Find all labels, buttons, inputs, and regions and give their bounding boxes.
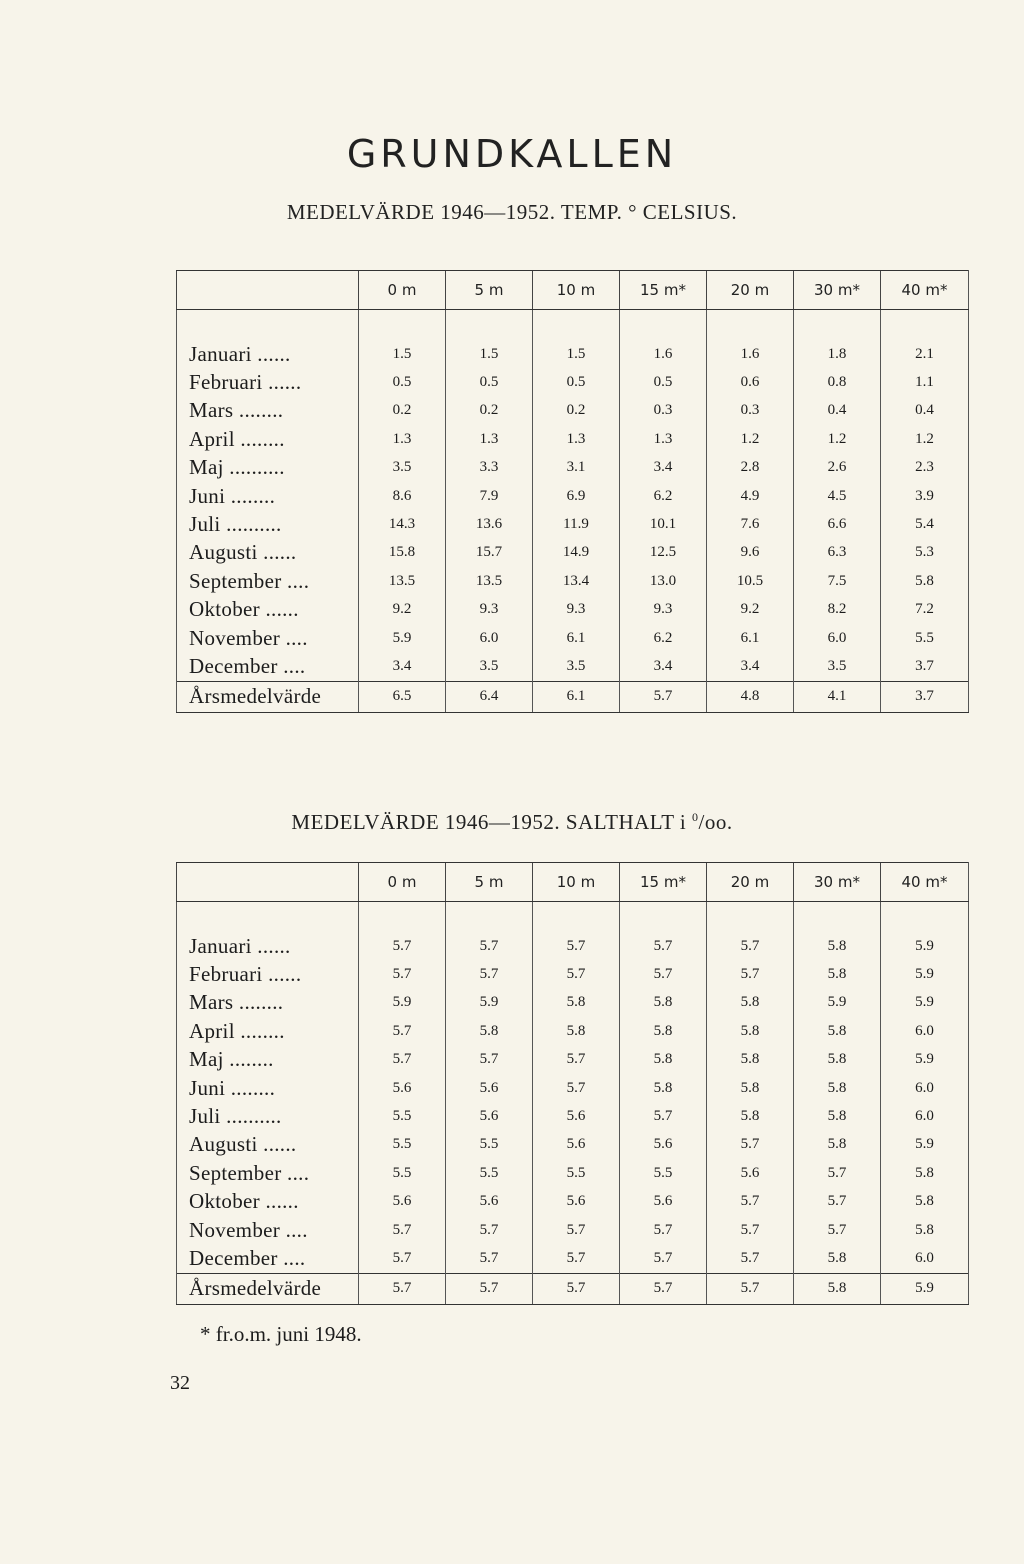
table-row [177, 624, 969, 652]
table-cell: 5.8 [620, 1074, 707, 1102]
temperature-table [176, 270, 969, 713]
table-cell: 5.5 [446, 1159, 533, 1187]
table-row [177, 932, 969, 960]
table-cell: 5.7 [620, 1102, 707, 1130]
table-row [177, 454, 969, 482]
table-cell: 6.6 [794, 510, 881, 538]
table-cell: 0.2 [446, 397, 533, 425]
table-cell: 1.5 [533, 340, 620, 368]
row-label: April ........ [177, 425, 359, 453]
table-cell: 1.5 [446, 340, 533, 368]
table-cell: 6.0 [881, 1244, 969, 1273]
table-cell: 0.2 [359, 397, 446, 425]
table-cell: 0.5 [620, 368, 707, 396]
table-cell: 5.7 [794, 1216, 881, 1244]
table-cell: 5.6 [533, 1102, 620, 1130]
table-cell: 5.7 [533, 1216, 620, 1244]
row-label: Januari ...... [177, 340, 359, 368]
spacer-cell [359, 902, 446, 933]
column-header: 20 m [707, 863, 794, 902]
table-cell: 5.6 [533, 1188, 620, 1216]
spacer-cell [881, 310, 969, 341]
table-cell: 14.3 [359, 510, 446, 538]
table-cell: 6.2 [620, 624, 707, 652]
table-cell: 5.6 [620, 1131, 707, 1159]
table-cell: 12.5 [620, 539, 707, 567]
column-header: 0 m [359, 271, 446, 310]
table-cell: 6.1 [707, 624, 794, 652]
table-cell: 5.9 [881, 989, 969, 1017]
spacer-cell [881, 902, 969, 933]
table-cell: 5.7 [446, 1244, 533, 1273]
table-cell: 5.7 [359, 960, 446, 988]
row-label: Juli .......... [177, 510, 359, 538]
table-cell: 6.0 [881, 1017, 969, 1045]
table-cell: 3.5 [533, 652, 620, 681]
spacer-cell [707, 310, 794, 341]
table-cell: 4.9 [707, 482, 794, 510]
table-cell: 1.6 [707, 340, 794, 368]
table-row [177, 1102, 969, 1130]
row-label: Juli .......... [177, 1102, 359, 1130]
table-row [177, 1131, 969, 1159]
table-cell: 5.7 [707, 1216, 794, 1244]
row-label: Augusti ...... [177, 1131, 359, 1159]
table-cell: 5.7 [533, 1244, 620, 1273]
table-cell: 5.7 [620, 1273, 707, 1304]
spacer-cell [177, 310, 359, 341]
table-cell: 5.8 [794, 1244, 881, 1273]
table-cell: 6.9 [533, 482, 620, 510]
table-cell: 9.3 [446, 596, 533, 624]
table-cell: 7.6 [707, 510, 794, 538]
table-cell: 8.6 [359, 482, 446, 510]
table-cell: 5.8 [620, 1046, 707, 1074]
table-cell: 7.2 [881, 596, 969, 624]
table-cell: 13.0 [620, 567, 707, 595]
row-label: Juni ........ [177, 482, 359, 510]
table-cell: 5.9 [446, 989, 533, 1017]
table-cell: 11.9 [533, 510, 620, 538]
row-label: December .... [177, 1244, 359, 1273]
table-cell: 0.3 [707, 397, 794, 425]
table-cell: 1.6 [620, 340, 707, 368]
salinity-caption-prefix: MEDELVÄRDE 1946—1952. SALTHALT i [291, 810, 692, 834]
table-cell: 0.3 [620, 397, 707, 425]
table-cell: 5.7 [446, 1273, 533, 1304]
spacer-cell [794, 902, 881, 933]
table-cell: 5.8 [707, 1102, 794, 1130]
table-row [177, 652, 969, 681]
table-cell: 5.7 [620, 681, 707, 712]
column-header: 15 m* [620, 863, 707, 902]
column-header: 40 m* [881, 863, 969, 902]
table-cell: 5.7 [707, 1131, 794, 1159]
table-cell: 5.7 [620, 1244, 707, 1273]
spacer-cell [359, 310, 446, 341]
table-cell: 6.3 [794, 539, 881, 567]
column-header: 30 m* [794, 863, 881, 902]
table-cell: 5.7 [359, 1046, 446, 1074]
table-cell: 6.0 [881, 1074, 969, 1102]
temperature-caption: MEDELVÄRDE 1946—1952. TEMP. ° CELSIUS. [286, 200, 738, 224]
table-cell: 2.6 [794, 454, 881, 482]
table-cell: 15.8 [359, 539, 446, 567]
table-cell: 9.3 [620, 596, 707, 624]
table-cell: 6.2 [620, 482, 707, 510]
table-row [177, 1046, 969, 1074]
table-cell: 5.9 [359, 989, 446, 1017]
table-cell: 9.3 [533, 596, 620, 624]
row-label: Februari ...... [177, 368, 359, 396]
table-cell: 3.7 [881, 652, 969, 681]
table-cell: 5.7 [359, 932, 446, 960]
table-row [177, 539, 969, 567]
table-cell: 5.8 [707, 1074, 794, 1102]
salinity-table [176, 862, 969, 1305]
spacer-row [177, 310, 969, 341]
row-label: Februari ...... [177, 960, 359, 988]
table-cell: 5.9 [881, 1273, 969, 1304]
table-row [177, 960, 969, 988]
spacer-cell [446, 310, 533, 341]
table-cell: 5.8 [881, 1188, 969, 1216]
column-header: 0 m [359, 863, 446, 902]
annual-row [177, 1273, 969, 1304]
table-cell: 5.7 [707, 960, 794, 988]
table-cell: 9.2 [707, 596, 794, 624]
row-label: November .... [177, 1216, 359, 1244]
table-cell: 5.7 [446, 1046, 533, 1074]
header-corner [177, 863, 359, 902]
spacer-cell [620, 310, 707, 341]
table-cell: 3.4 [620, 652, 707, 681]
table-cell: 5.8 [794, 1046, 881, 1074]
page-title: GRUNDKALLEN [346, 132, 678, 176]
table-cell: 0.5 [359, 368, 446, 396]
table-row [177, 510, 969, 538]
table-cell: 1.2 [707, 425, 794, 453]
table-cell: 3.5 [359, 454, 446, 482]
salinity-table-body [177, 902, 969, 1305]
salinity-caption-suffix: /oo. [698, 810, 733, 834]
table-cell: 6.5 [359, 681, 446, 712]
table-header-row [177, 863, 969, 902]
spacer-cell [533, 310, 620, 341]
table-row [177, 368, 969, 396]
table-cell: 5.7 [707, 1244, 794, 1273]
table-cell: 0.4 [794, 397, 881, 425]
table-cell: 8.2 [794, 596, 881, 624]
table-row [177, 567, 969, 595]
table-cell: 5.5 [446, 1131, 533, 1159]
table-cell: 5.9 [881, 960, 969, 988]
table-cell: 5.6 [707, 1159, 794, 1187]
table-cell: 5.7 [620, 960, 707, 988]
page-number: 32 [170, 1372, 190, 1394]
spacer-cell [620, 902, 707, 933]
table-cell: 2.8 [707, 454, 794, 482]
table-cell: 5.8 [881, 567, 969, 595]
spacer-cell [177, 902, 359, 933]
table-row [177, 482, 969, 510]
table-cell: 6.1 [533, 681, 620, 712]
column-header: 15 m* [620, 271, 707, 310]
table-cell: 1.2 [881, 425, 969, 453]
table-cell: 1.2 [794, 425, 881, 453]
table-cell: 5.7 [620, 932, 707, 960]
table-cell: 13.6 [446, 510, 533, 538]
table-cell: 4.1 [794, 681, 881, 712]
table-cell: 6.4 [446, 681, 533, 712]
row-label: Oktober ...... [177, 1188, 359, 1216]
table-cell: 5.5 [359, 1131, 446, 1159]
row-label: Augusti ...... [177, 539, 359, 567]
column-header: 30 m* [794, 271, 881, 310]
table-header-row [177, 271, 969, 310]
column-header: 10 m [533, 863, 620, 902]
row-label: Juni ........ [177, 1074, 359, 1102]
table-cell: 5.8 [794, 960, 881, 988]
table-cell: 1.3 [620, 425, 707, 453]
table-cell: 5.7 [359, 1273, 446, 1304]
table-cell: 5.7 [707, 1273, 794, 1304]
footnote: * fr.o.m. juni 1948. [200, 1322, 362, 1346]
table-cell: 6.0 [881, 1102, 969, 1130]
table-cell: 5.8 [707, 1017, 794, 1045]
table-cell: 5.4 [881, 510, 969, 538]
table-row [177, 1188, 969, 1216]
table-cell: 14.9 [533, 539, 620, 567]
table-cell: 5.7 [359, 1216, 446, 1244]
table-cell: 5.8 [794, 1273, 881, 1304]
table-cell: 5.8 [533, 1017, 620, 1045]
table-cell: 5.7 [359, 1244, 446, 1273]
table-row [177, 596, 969, 624]
table-cell: 3.4 [707, 652, 794, 681]
table-cell: 5.6 [359, 1188, 446, 1216]
table-cell: 0.5 [533, 368, 620, 396]
column-header: 20 m [707, 271, 794, 310]
table-cell: 5.7 [620, 1216, 707, 1244]
table-cell: 5.6 [533, 1131, 620, 1159]
table-cell: 5.8 [794, 1017, 881, 1045]
table-cell: 5.7 [533, 1074, 620, 1102]
table-cell: 5.9 [359, 624, 446, 652]
table-row [177, 1017, 969, 1045]
table-cell: 3.7 [881, 681, 969, 712]
table-row [177, 1159, 969, 1187]
table-cell: 5.7 [533, 960, 620, 988]
table-cell: 1.3 [359, 425, 446, 453]
row-label: September .... [177, 1159, 359, 1187]
row-label: Mars ........ [177, 397, 359, 425]
table-cell: 5.7 [794, 1188, 881, 1216]
table-cell: 10.1 [620, 510, 707, 538]
spacer-cell [446, 902, 533, 933]
table-cell: 5.5 [533, 1159, 620, 1187]
table-row [177, 1216, 969, 1244]
table-cell: 5.9 [794, 989, 881, 1017]
column-header: 5 m [446, 863, 533, 902]
salinity-caption [0, 810, 1024, 835]
table-cell: 10.5 [707, 567, 794, 595]
table-cell: 6.0 [794, 624, 881, 652]
table-cell: 7.9 [446, 482, 533, 510]
table-cell: 5.8 [620, 1017, 707, 1045]
table-cell: 5.8 [620, 989, 707, 1017]
table-row [177, 340, 969, 368]
table-cell: 0.2 [533, 397, 620, 425]
table-cell: 0.6 [707, 368, 794, 396]
row-label: Årsmedelvärde [177, 681, 359, 712]
table-cell: 1.3 [446, 425, 533, 453]
table-cell: 9.6 [707, 539, 794, 567]
table-cell: 5.5 [359, 1102, 446, 1130]
table-row [177, 425, 969, 453]
table-cell: 5.9 [881, 932, 969, 960]
table-cell: 0.4 [881, 397, 969, 425]
row-label: Maj .......... [177, 454, 359, 482]
table-cell: 5.8 [794, 932, 881, 960]
row-label: Årsmedelvärde [177, 1273, 359, 1304]
spacer-cell [794, 310, 881, 341]
table-cell: 13.4 [533, 567, 620, 595]
table-cell: 5.7 [533, 1046, 620, 1074]
table-cell: 5.7 [446, 960, 533, 988]
table-cell: 5.5 [881, 624, 969, 652]
annual-row [177, 681, 969, 712]
table-cell: 5.6 [620, 1188, 707, 1216]
table-cell: 5.6 [446, 1102, 533, 1130]
table-cell: 5.7 [707, 932, 794, 960]
table-cell: 3.4 [620, 454, 707, 482]
spacer-cell [533, 902, 620, 933]
table-cell: 2.1 [881, 340, 969, 368]
row-label: April ........ [177, 1017, 359, 1045]
row-label: Oktober ...... [177, 596, 359, 624]
spacer-cell [707, 902, 794, 933]
table-cell: 5.6 [446, 1074, 533, 1102]
table-cell: 4.8 [707, 681, 794, 712]
spacer-row [177, 902, 969, 933]
table-cell: 5.8 [446, 1017, 533, 1045]
column-header: 10 m [533, 271, 620, 310]
table-cell: 5.8 [794, 1102, 881, 1130]
table-row [177, 1074, 969, 1102]
table-cell: 5.8 [707, 1046, 794, 1074]
table-cell: 5.5 [620, 1159, 707, 1187]
table-cell: 5.8 [794, 1074, 881, 1102]
table-cell: 7.5 [794, 567, 881, 595]
table-cell: 5.7 [446, 932, 533, 960]
table-row [177, 397, 969, 425]
table-cell: 3.9 [881, 482, 969, 510]
table-cell: 1.3 [533, 425, 620, 453]
table-cell: 6.0 [446, 624, 533, 652]
table-cell: 5.8 [707, 989, 794, 1017]
table-cell: 13.5 [446, 567, 533, 595]
table-cell: 9.2 [359, 596, 446, 624]
table-cell: 5.8 [794, 1131, 881, 1159]
column-header: 5 m [446, 271, 533, 310]
table-cell: 5.5 [359, 1159, 446, 1187]
table-row [177, 1244, 969, 1273]
table-cell: 5.6 [359, 1074, 446, 1102]
table-cell: 13.5 [359, 567, 446, 595]
table-cell: 5.7 [794, 1159, 881, 1187]
table-cell: 2.3 [881, 454, 969, 482]
table-cell: 4.5 [794, 482, 881, 510]
table-cell: 5.7 [446, 1216, 533, 1244]
table-cell: 5.7 [533, 1273, 620, 1304]
table-cell: 5.7 [707, 1188, 794, 1216]
table-cell: 3.4 [359, 652, 446, 681]
table-cell: 5.9 [881, 1046, 969, 1074]
salinity-caption-sup: 0 [691, 810, 699, 824]
table-cell: 5.7 [359, 1017, 446, 1045]
table-cell: 5.3 [881, 539, 969, 567]
table-cell: 0.8 [794, 368, 881, 396]
table-cell: 3.3 [446, 454, 533, 482]
table-row [177, 989, 969, 1017]
table-cell: 5.8 [533, 989, 620, 1017]
table-cell: 5.7 [533, 932, 620, 960]
table-cell: 1.1 [881, 368, 969, 396]
table-cell: 3.5 [446, 652, 533, 681]
header-corner [177, 271, 359, 310]
table-cell: 15.7 [446, 539, 533, 567]
table-cell: 5.9 [881, 1131, 969, 1159]
row-label: Maj ........ [177, 1046, 359, 1074]
column-header: 40 m* [881, 271, 969, 310]
table-cell: 5.8 [881, 1216, 969, 1244]
table-cell: 0.5 [446, 368, 533, 396]
row-label: Mars ........ [177, 989, 359, 1017]
row-label: November .... [177, 624, 359, 652]
table-cell: 1.8 [794, 340, 881, 368]
table-cell: 3.5 [794, 652, 881, 681]
row-label: September .... [177, 567, 359, 595]
table-cell: 1.5 [359, 340, 446, 368]
temperature-table-body [177, 310, 969, 713]
table-cell: 5.6 [446, 1188, 533, 1216]
table-cell: 3.1 [533, 454, 620, 482]
row-label: December .... [177, 652, 359, 681]
row-label: Januari ...... [177, 932, 359, 960]
table-cell: 5.8 [881, 1159, 969, 1187]
table-cell: 6.1 [533, 624, 620, 652]
